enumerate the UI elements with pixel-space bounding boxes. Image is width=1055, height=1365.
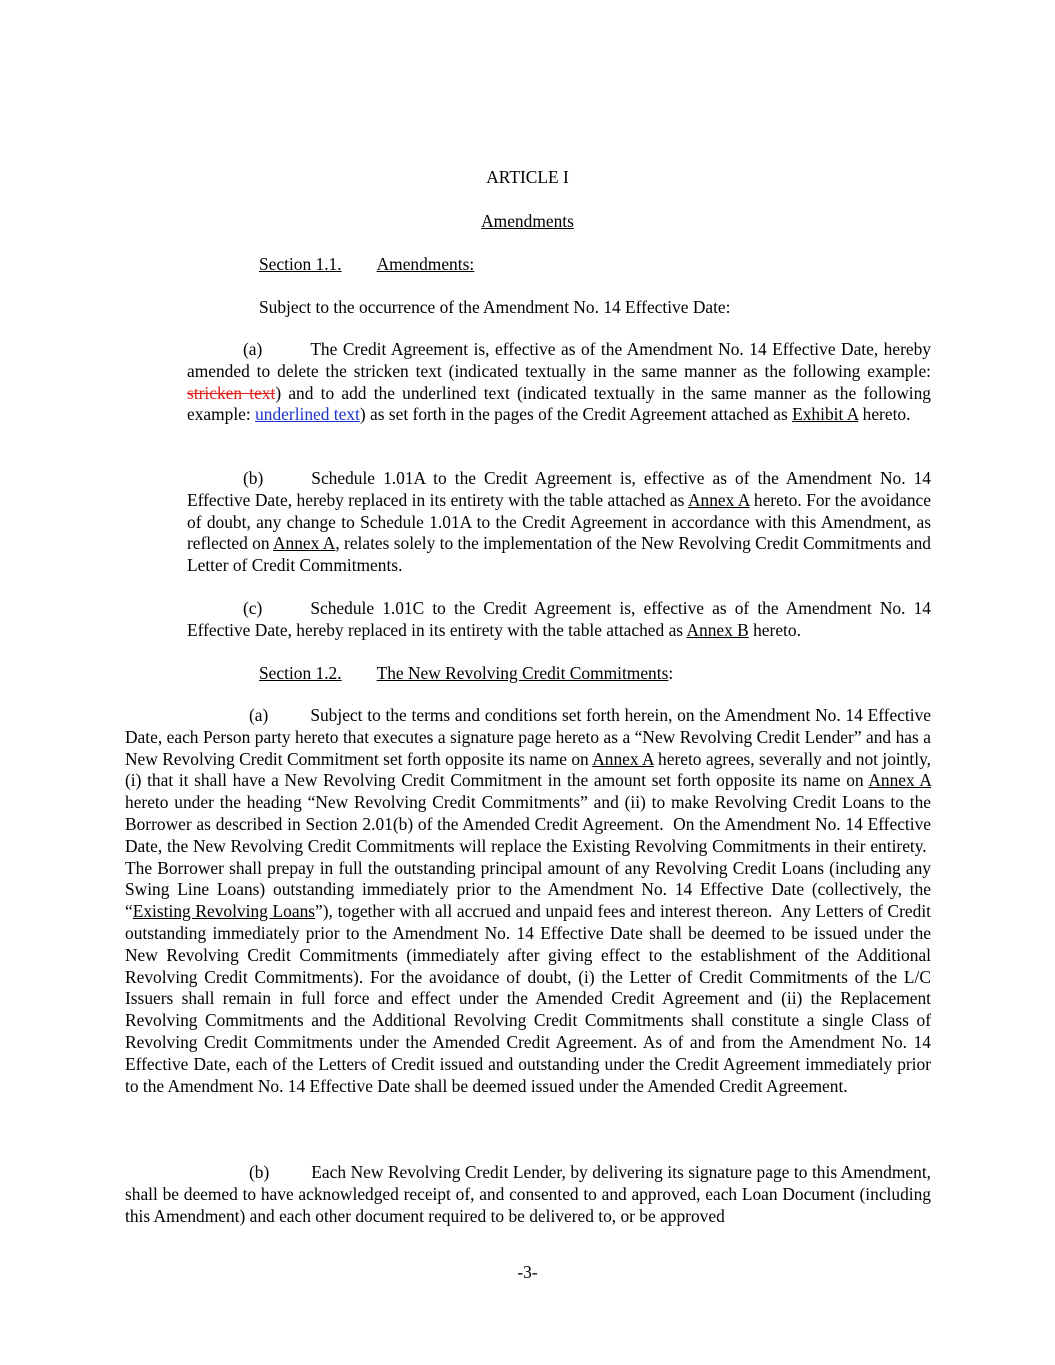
section-1-2-heading	[259, 663, 673, 685]
section-1-2-para-b	[125, 1162, 931, 1227]
section-title: Amendments:	[376, 254, 475, 274]
para-text: hereto.	[748, 619, 801, 640]
para-text: The Credit Agreement is, effective as of the Amendment No. 14 Effective Date, hereby amended to delete the stricken text (indicated textually in the same manner as the following example:	[187, 339, 931, 381]
section-1-1-heading	[259, 254, 474, 276]
para-text: Subject to the terms and conditions set forth herein, on the Amendment No. 14 Effective Date, each Person party hereto that executes a signature page hereto as a “New Revolving Credit Lender” and has a New Revolving Credit Commitment set forth opposite its name on	[125, 705, 931, 769]
annex-a-ref: Annex A	[592, 748, 654, 769]
para-label: (a)	[243, 339, 263, 359]
section-number: Section 1.2.	[259, 663, 342, 683]
para-text: hereto under the heading “New Revolving Credit Commitments” and (ii) to make Revolving Credit Loans to the Borrower as described in Section 2.01(b) of the Amended Credit Agreement. On the Amendment No. 14 Effective Date, the New Revolving Credit Commitments will replace the Existing Revolving Commitments in their entirety. The Borrower shall prepay in full the outstanding principal amount of any Revolving Credit Loans (including any Swing Line Loans) outstanding immediately prior to the Amendment No. 14 Effective Date (collectively, the “	[125, 792, 931, 922]
para-text: ) and to add the underlined text (indicated textually in the same manner as the following example:	[187, 382, 931, 425]
section-1-1-intro: Subject to the occurrence of the Amendment No. 14 Effective Date:	[259, 297, 731, 317]
annex-a-ref: Annex A	[868, 770, 931, 791]
annex-a-ref: Annex A	[687, 489, 750, 510]
section-1-1-para-a	[187, 339, 931, 426]
para-text: hereto agrees, severally and not jointly, (i) that it shall have a New Revolving Credit Commitment in the amount set forth opposite its name on	[125, 748, 932, 791]
para-text: Schedule 1.01C to the Credit Agreement is, effective as of the Amendment No. 14 Effective Date, hereby replaced in its entirety with the table attached as	[187, 598, 931, 640]
article-subtitle	[0, 211, 1055, 233]
article-title: ARTICLE I	[486, 167, 569, 187]
section-1-1-para-b	[187, 468, 931, 577]
stricken-text-example: stricken text	[187, 382, 276, 403]
section-1-2-para-a	[125, 705, 931, 1097]
exhibit-a-ref: Exhibit A	[792, 404, 859, 425]
defined-term: Existing Revolving Loans	[132, 901, 316, 922]
para-text: Schedule 1.01A to the Credit Agreement is, effective as of the Amendment No. 14 Effective Date, hereby replaced in its entirety with the table attached as	[187, 468, 931, 510]
underlined-text-example[interactable]: underlined text	[255, 404, 360, 425]
article-subtitle-text: Amendments	[481, 211, 574, 231]
para-text: , relates solely to the implementation of the New Revolving Credit Commitments and Letter of Credit Commitments.	[187, 533, 931, 576]
para-label: (b)	[249, 1162, 270, 1182]
annex-a-ref: Annex A	[272, 533, 336, 554]
para-label: (c)	[243, 598, 263, 618]
para-label: (a)	[249, 705, 269, 725]
section-1-1-para-c	[187, 598, 931, 642]
section-number: Section 1.1.	[259, 254, 342, 274]
para-text: Each New Revolving Credit Lender, by delivering its signature page to this Amendment, shall be deemed to have acknowledged receipt of, and consented to and approved, each Loan Document (including this Amendment) and each other document required to be delivered to, or be approved	[125, 1162, 931, 1226]
para-text: hereto.	[858, 404, 911, 425]
para-label: (b)	[243, 468, 264, 488]
page-number: -3-	[517, 1262, 538, 1282]
section-title: The New Revolving Credit Commitments	[376, 663, 669, 683]
para-text: hereto. For the avoidance of doubt, any change to Schedule 1.01A to the Credit Agreement in accordance with this Amendment, as reflected on	[187, 489, 931, 554]
annex-b-ref: Annex B	[686, 619, 749, 640]
section-colon: :	[668, 663, 674, 683]
para-text: ) as set forth in the pages of the Credit Agreement attached as	[359, 404, 793, 425]
para-text: ”), together with all accrued and unpaid fees and interest thereon. Any Letters of Credit outstanding immediately prior to the Amendment No. 14 Effective Date shall be deemed to be issued under the New Revolving Credit Commitments (immediately after giving effect to the establishment of the Additional Revolving Credit Commitments). For the avoidance of doubt, (i) the Letter of Credit Commitments of the L/C Issuers shall remain in full force and effect under the Amended Credit Agreement and (ii) the Replacement Revolving Commitments and the Additional Revolving Credit Commitments shall constitute a single Class of Revolving Credit Commitments under the Amended Credit Agreement. As of and from the Amendment No. 14 Effective Date, each of the Letters of Credit issued and outstanding under the Credit Agreement immediately prior to the Amendment No. 14 Effective Date shall be deemed issued under the Amended Credit Agreement.	[125, 901, 931, 1096]
